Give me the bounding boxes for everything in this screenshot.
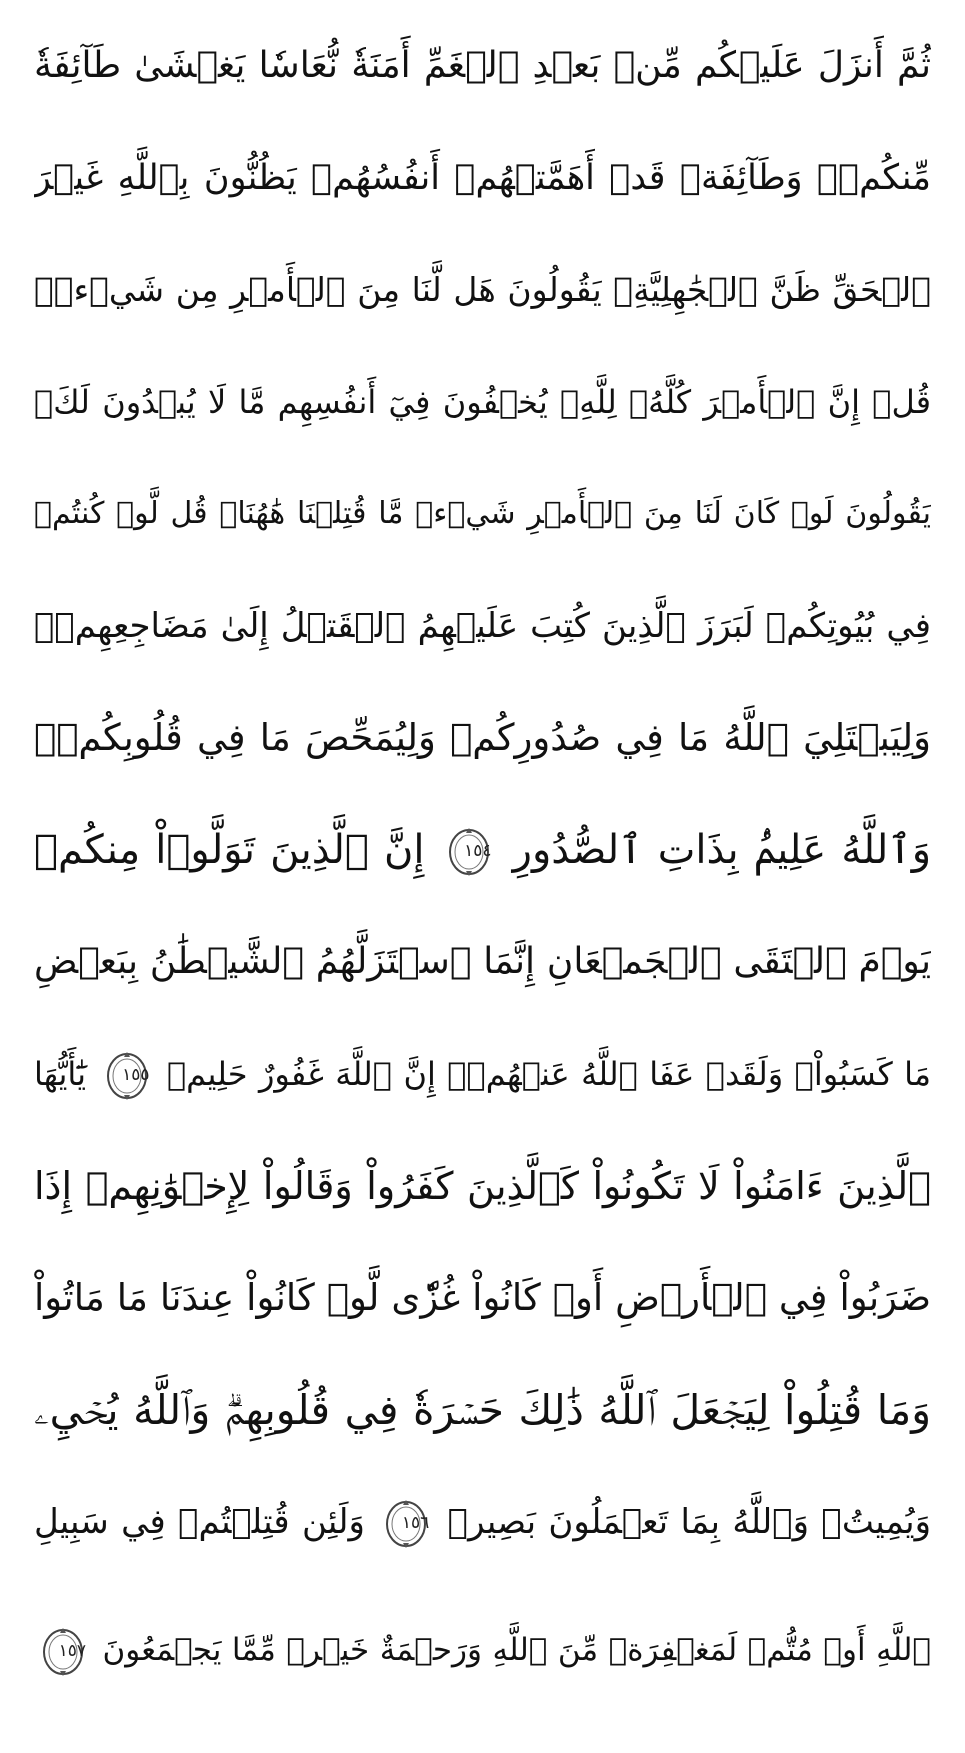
verse-line xyxy=(34,800,931,900)
verse-text: وَلَئِن قُتِلۡتُمۡ فِي سَبِيلِ xyxy=(34,1502,365,1542)
verse-text: يَوۡمَ ٱلۡتَقَى ٱلۡجَمۡعَانِ إِنَّمَا ٱسۡتَزَلَّهُمُ ٱلشَّيۡطَٰنُ بِبَعۡضِ xyxy=(34,941,931,982)
verse-text: يَقُولُونَ لَوۡ كَانَ لَنَا مِنَ ٱلۡأَمۡرِ شَيۡءٞ مَّا قُتِلۡنَا هَٰهُنَاۗ قُل لَّوۡ كُنتُمۡ xyxy=(34,496,931,531)
verse-text: وَٱللَّهُ عَلِيمُۢ بِذَاتِ ٱلصُّدُورِ xyxy=(512,827,931,873)
verse-line xyxy=(34,1248,931,1348)
verse-text: إِنَّ ٱلَّذِينَ تَوَلَّوۡاْ مِنكُمۡ xyxy=(34,827,425,873)
verse-text: مَا كَسَبُواْۖ وَلَقَدۡ عَفَا ٱللَّهُ عَنۡهُمۡۗ إِنَّ ٱللَّهَ غَفُورٌ حَلِيمٞ xyxy=(166,1055,931,1093)
verse-text: وَلِيَبۡتَلِيَ ٱللَّهُ مَا فِي صُدُورِكُمۡ وَلِيُمَحِّصَ مَا فِي قُلُوبِكُمۡۚ xyxy=(34,716,931,759)
verse-line xyxy=(34,1472,931,1572)
verse-text: ٱللَّهِ أَوۡ مُتُّمۡ لَمَغۡفِرَةٞ مِّنَ ٱللَّهِ وَرَحۡمَةٌ خَيۡرٞ مِّمَّا يَجۡمَعُونَ xyxy=(102,1632,931,1668)
ayah-number: ١٥٤ xyxy=(464,841,492,861)
verse-line xyxy=(34,1024,931,1124)
verse-text: قُلۡ إِنَّ ٱلۡأَمۡرَ كُلَّهُۥ لِلَّهِۗ يُخۡفُونَ فِيٓ أَنفُسِهِم مَّا لَا يُبۡدُونَ لَكَۖ xyxy=(34,383,931,421)
ayah-number: ١٥٦ xyxy=(401,1512,430,1533)
verse-line xyxy=(34,1600,931,1700)
verse-line xyxy=(34,1360,931,1460)
verse-line xyxy=(34,352,931,452)
ayah-number: ١٥٥ xyxy=(122,1065,150,1085)
ayah-number-marker xyxy=(40,1625,86,1679)
ayah-number-marker xyxy=(383,1497,429,1551)
ayah-number-marker xyxy=(446,825,492,879)
verse-text: فِي بُيُوتِكُمۡ لَبَرَزَ ٱلَّذِينَ كُتِبَ عَلَيۡهِمُ ٱلۡقَتۡلُ إِلَىٰ مَضَاجِعِهِمۡۖ xyxy=(34,606,931,646)
ayah-number-marker xyxy=(104,1049,150,1103)
verse-text: ٱلَّذِينَ ءَامَنُواْ لَا تَكُونُواْ كَٱلَّذِينَ كَفَرُواْ وَقَالُواْ لِإِخۡوَٰنِهِمۡ إِذَا xyxy=(34,1164,931,1208)
verse-line xyxy=(34,576,931,676)
verse-line xyxy=(34,464,931,564)
ayah-number: ١٥٧ xyxy=(58,1640,86,1661)
verse-text: مِّنكُمۡۖ وَطَآئِفَةٞ قَدۡ أَهَمَّتۡهُمۡ أَنفُسُهُمۡ يَظُنُّونَ بِٱللَّهِ غَيۡرَ xyxy=(34,158,931,198)
verse-text: ٱلۡحَقِّ ظَنَّ ٱلۡجَٰهِلِيَّةِۖ يَقُولُونَ هَل لَّنَا مِنَ ٱلۡأَمۡرِ مِن شَيۡءٖۗ xyxy=(34,270,931,309)
verse-line xyxy=(34,16,931,116)
verse-line xyxy=(34,912,931,1012)
verse-line xyxy=(34,688,931,788)
verse-text: وَيُمِيتُۗ وَٱللَّهُ بِمَا تَعۡمَلُونَ بَصِيرٞ xyxy=(447,1502,931,1542)
verse-text: ضَرَبُواْ فِي ٱلۡأَرۡضِ أَوۡ كَانُواْ غُزّٗى لَّوۡ كَانُواْ عِندَنَا مَا مَاتُواْ xyxy=(34,1276,931,1319)
verse-line xyxy=(34,1136,931,1236)
verse-line xyxy=(34,240,931,340)
verse-text: وَمَا قُتِلُواْ لِيَجۡعَلَ ٱللَّهُ ذَٰلِكَ حَسۡرَةٗ فِي قُلُوبِهِمۡۗ وَٱللَّهُ يُحۡيِۦ xyxy=(34,1386,931,1434)
verse-text: ثُمَّ أَنزَلَ عَلَيۡكُم مِّنۢ بَعۡدِ ٱلۡغَمِّ أَمَنَةٗ نُّعَاسٗا يَغۡشَىٰ طَآئِفَةٗ xyxy=(34,45,931,86)
verse-text: يَٰٓأَيُّهَا xyxy=(34,1055,87,1093)
verse-line xyxy=(34,128,931,228)
